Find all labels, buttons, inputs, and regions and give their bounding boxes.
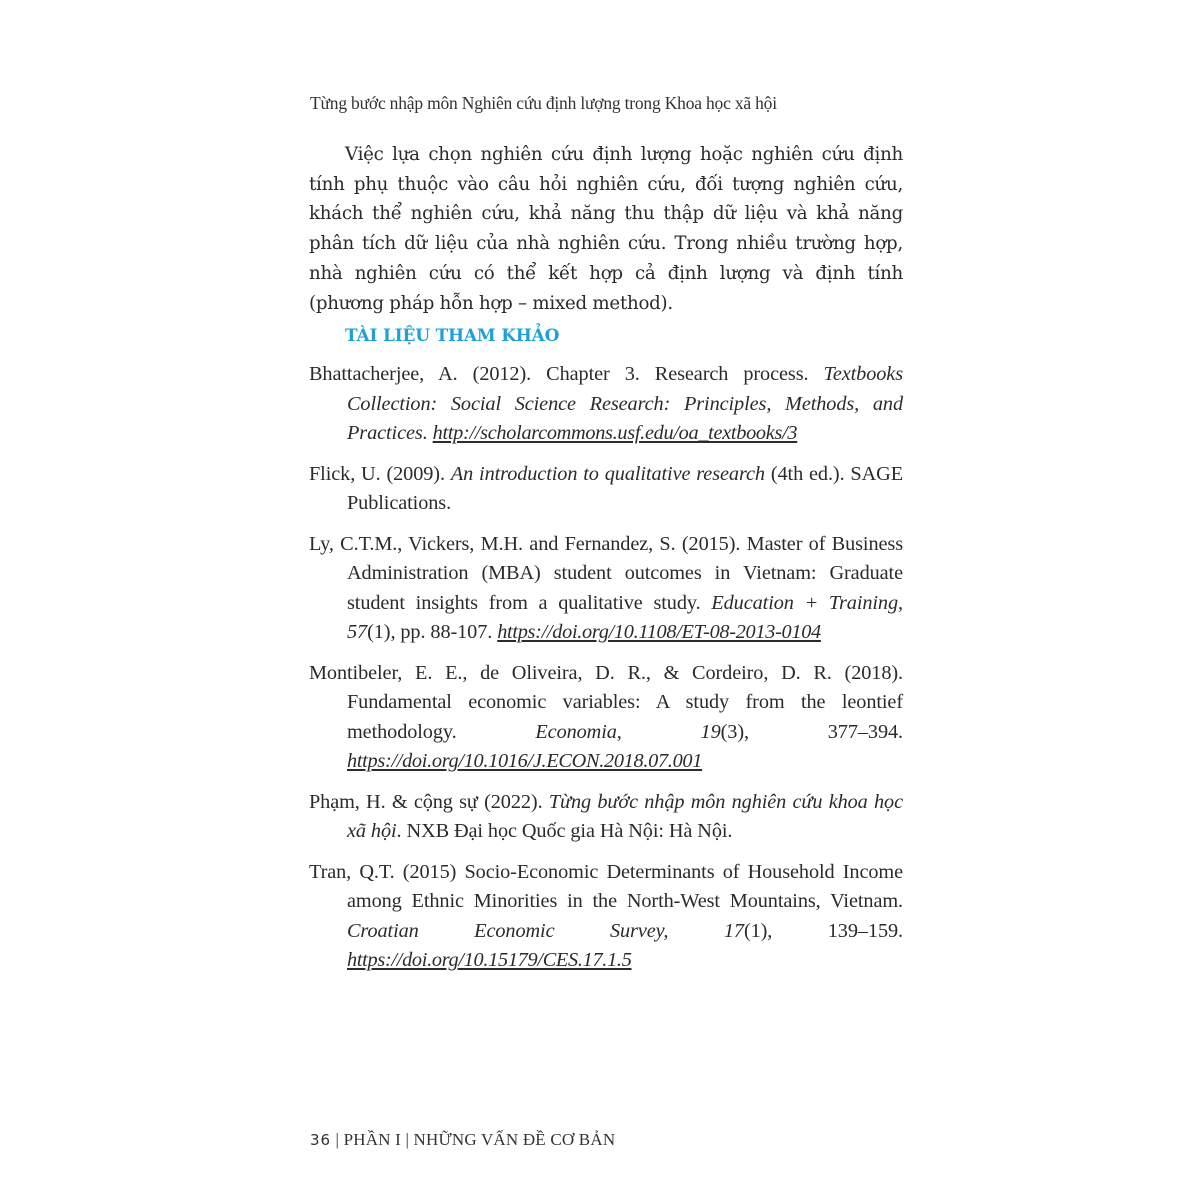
reference-title: Economia, 19: [535, 720, 721, 743]
reference-text: Tran, Q.T. (2015) Socio-Economic Determinants of Household Income among Ethnic Minorities in the North-West Mountains, Vietnam.: [309, 860, 903, 912]
reference-link[interactable]: https://doi.org/10.1016/J.ECON.2018.07.001: [347, 750, 703, 772]
reference-text: Bhattacherjee, A. (2012). Chapter 3. Research process.: [309, 363, 824, 385]
body-paragraph: Việc lựa chọn nghiên cứu định lượng hoặc nghiên cứu định tính phụ thuộc vào câu hỏi nghiên cứu, đối tượng nghiên cứu, khách thể nghiên cứu, khả năng thu thập dữ liệu và khả năng phân tích dữ liệu của nhà nghiên cứu. Trong nhiều trường hợp, nhà nghiên cứu có thể kết hợp cả định lượng và định tính (phương pháp hỗn hợp – mixed method).: [309, 144, 903, 314]
reference-title: Education + Training, 57: [347, 591, 903, 643]
reference-text: (3), 377–394.: [720, 720, 903, 743]
reference-list: [309, 360, 903, 987]
reference-title: Croatian Economic Survey, 17: [347, 919, 744, 942]
reference-item-ly: [309, 530, 903, 648]
reference-text: Phạm, H. & cộng sự (2022).: [309, 790, 549, 813]
running-header: Từng bước nhập môn Nghiên cứu định lượng trong Khoa học xã hội: [310, 93, 777, 113]
reference-link[interactable]: https://doi.org/10.1108/ET-08-2013-0104: [497, 621, 821, 643]
reference-link[interactable]: https://doi.org/10.15179/CES.17.1.5: [347, 949, 632, 971]
reference-text: (1), 139–159.: [743, 919, 904, 942]
reference-text: Flick, U. (2009).: [309, 462, 451, 485]
reference-item-bhattacherjee: [309, 360, 903, 449]
reference-text: (4th ed.). SAGE Publications.: [347, 462, 903, 514]
page-footer: [310, 1130, 615, 1150]
reference-link[interactable]: http://scholarcommons.usf.edu/oa_textbooks/3: [432, 422, 798, 444]
reference-text: (1), pp. 88-107.: [367, 621, 498, 643]
footer-section: PHẦN I | NHỮNG VẤN ĐỀ CƠ BẢN: [343, 1130, 616, 1149]
reference-text: . NXB Đại học Quốc gia Hà Nội: Hà Nội.: [396, 820, 733, 842]
footer-separator: |: [335, 1130, 340, 1149]
reference-item-tran: [309, 858, 903, 976]
reference-title: Textbooks Collection: Social Science Research: Principles, Methods, and Practices.: [347, 363, 903, 444]
reference-item-flick: [309, 460, 903, 519]
references-heading: TÀI LIỆU THAM KHẢO: [345, 326, 560, 346]
reference-item-montibeler: [309, 659, 903, 777]
page-number: 36: [310, 1131, 332, 1149]
reference-item-pham: [309, 788, 903, 847]
reference-title: Từng bước nhập môn nghiên cứu khoa học xã hội: [347, 790, 903, 842]
reference-text: Montibeler, E. E., de Oliveira, D. R., & Cordeiro, D. R. (2018). Fundamental economic variables: A study from the leontief methodology.: [309, 661, 903, 743]
reference-title: An introduction to qualitative research: [450, 462, 765, 485]
reference-text: Ly, C.T.M., Vickers, M.H. and Fernandez, S. (2015). Master of Business Administration (MBA) student outcomes in Vietnam: Graduate student insights from a qualitative study.: [309, 532, 903, 614]
